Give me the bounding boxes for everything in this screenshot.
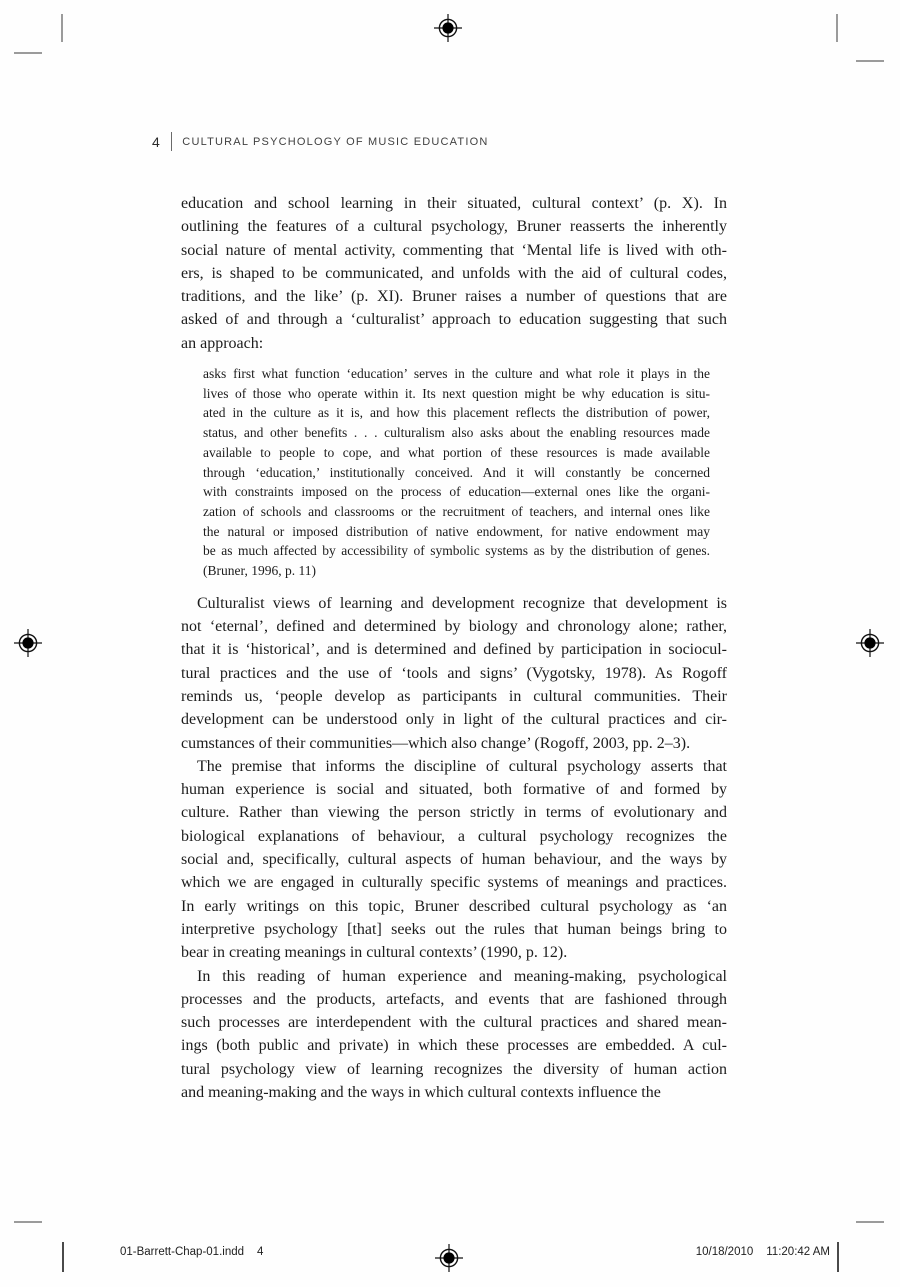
text-block: [181, 192, 727, 1104]
crop-mark-top-right-horizontal: [856, 60, 884, 62]
text-line: not ‘eternal’, defined and determined by biology and chronology alone; rather,: [181, 618, 727, 636]
text-line: human experience is social and situated, both formative of and formed by: [181, 781, 727, 799]
crop-mark-top-left-vertical: [61, 14, 63, 42]
text-line: ings (both public and private) in which these processes are embedded. A cul-: [181, 1037, 727, 1055]
text-line: status, and other benefits . . . culturalism also asks about the enabling resources made: [203, 425, 710, 441]
running-title: CULTURAL PSYCHOLOGY OF MUSIC EDUCATION: [182, 135, 489, 148]
registration-target-icon: [11, 626, 45, 660]
text-line: bear in creating meanings in cultural contexts’ (1990, p. 12).: [181, 944, 568, 962]
registration-target-icon: [431, 11, 465, 45]
crop-mark-top-right-vertical: [836, 14, 838, 42]
footer-time: 11:20:42 AM: [766, 1246, 830, 1258]
text-line: asks first what function ‘education’ serves in the culture and what role it plays in the: [203, 366, 710, 382]
text-line: with constraints imposed on the process of education—external ones like the organi-: [203, 484, 710, 500]
text-line: the natural or imposed distribution of native endowment, for native endowment may: [203, 523, 710, 539]
paragraph: [181, 755, 727, 965]
text-line: such processes are interdependent with the cultural practices and shared mean-: [181, 1014, 727, 1032]
text-line: In this reading of human experience and meaning-making, psychological: [197, 967, 727, 985]
text-line: biological explanations of behaviour, a cultural psychology recognizes the: [181, 827, 727, 845]
footer-timestamp: [696, 1246, 830, 1258]
text-line: The premise that informs the discipline of cultural psychology asserts that: [197, 757, 727, 775]
page-number: 4: [152, 133, 161, 150]
footer-filename: 01-Barrett-Chap-01.indd: [120, 1246, 245, 1258]
text-line: asked of and through a ‘culturalist’ approach to education suggesting that such: [181, 311, 727, 329]
text-line: cumstances of their communities—which also change’ (Rogoff, 2003, pp. 2–3).: [181, 734, 691, 752]
text-line: that it is ‘historical’, and is determined and defined by participation in sociocul-: [181, 641, 727, 659]
text-line: outlining the features of a cultural psychology, Bruner reasserts the inherently: [181, 218, 727, 236]
footer-slug: [120, 1246, 263, 1258]
text-line: traditions, and the like’ (p. XI). Bruner raises a number of questions that are: [181, 288, 727, 306]
text-line: an approach:: [181, 334, 264, 352]
text-line: lives of those who operate within it. Its next question might be why education is situ-: [203, 385, 710, 401]
footer-left-rule: [62, 1242, 64, 1272]
text-line: education and school learning in their situated, cultural context’ (p. X). In: [181, 195, 727, 212]
text-line: through ‘education,’ institutionally conceived. And it will constantly be concerned: [203, 464, 710, 480]
text-line: be as much affected by accessibility of symbolic systems as by the distribution of genes.: [203, 543, 710, 559]
header-divider: [171, 132, 172, 151]
footer-page-number: 4: [257, 1246, 264, 1258]
text-line: In early writings on this topic, Bruner described cultural psychology as ‘an: [181, 897, 727, 915]
text-line: ated in the culture as it is, and how this placement reflects the distribution of power,: [203, 405, 710, 421]
text-line: interpretive psychology [that] seeks out the rules that human beings bring to: [181, 920, 727, 938]
paragraph: [181, 192, 727, 355]
text-line: Culturalist views of learning and development recognize that development is: [197, 594, 727, 612]
text-line: tural psychology view of learning recognizes the diversity of human action: [181, 1060, 727, 1078]
paragraph: [181, 965, 727, 1105]
text-line: zation of schools and classrooms or the recruitment of teachers, and internal ones like: [203, 504, 710, 519]
registration-target-icon: [432, 1241, 466, 1275]
text-line: reminds us, ‘people develop as participants in cultural communities. Their: [181, 688, 727, 705]
footer-right-rule: [837, 1242, 839, 1272]
running-header: [152, 132, 488, 151]
footer-date: 10/18/2010: [695, 1246, 754, 1258]
text-line: which we are engaged in culturally specific systems of meanings and practices.: [181, 874, 727, 892]
text-line: culture. Rather than viewing the person strictly in terms of evolutionary and: [181, 804, 727, 822]
text-line: processes and the products, artefacts, and events that are fashioned through: [181, 990, 727, 1008]
crop-mark-top-left-horizontal: [14, 52, 42, 54]
text-line: ers, is shaped to be communicated, and unfolds with the aid of cultural codes,: [181, 264, 727, 282]
block-quote: [203, 364, 710, 581]
text-line: tural practices and the use of ‘tools and signs’ (Vygotsky, 1978). As Rogoff: [181, 664, 727, 682]
text-line: social nature of mental activity, commenting that ‘Mental life is lived with oth-: [181, 241, 727, 259]
crop-mark-bottom-right-horizontal: [856, 1221, 884, 1223]
text-line: available to people to cope, and what portion of these resources is made available: [203, 444, 710, 460]
crop-mark-bottom-left-horizontal: [14, 1221, 42, 1223]
registration-target-icon: [853, 626, 887, 660]
text-line: development can be understood only in light of the cultural practices and cir-: [181, 711, 727, 729]
text-line: social and, specifically, cultural aspects of human behaviour, and the ways by: [181, 851, 727, 869]
text-line: and meaning-making and the ways in which cultural contexts influence the: [181, 1084, 661, 1102]
text-line: (Bruner, 1996, p. 11): [203, 563, 316, 579]
paragraph: [181, 592, 727, 755]
